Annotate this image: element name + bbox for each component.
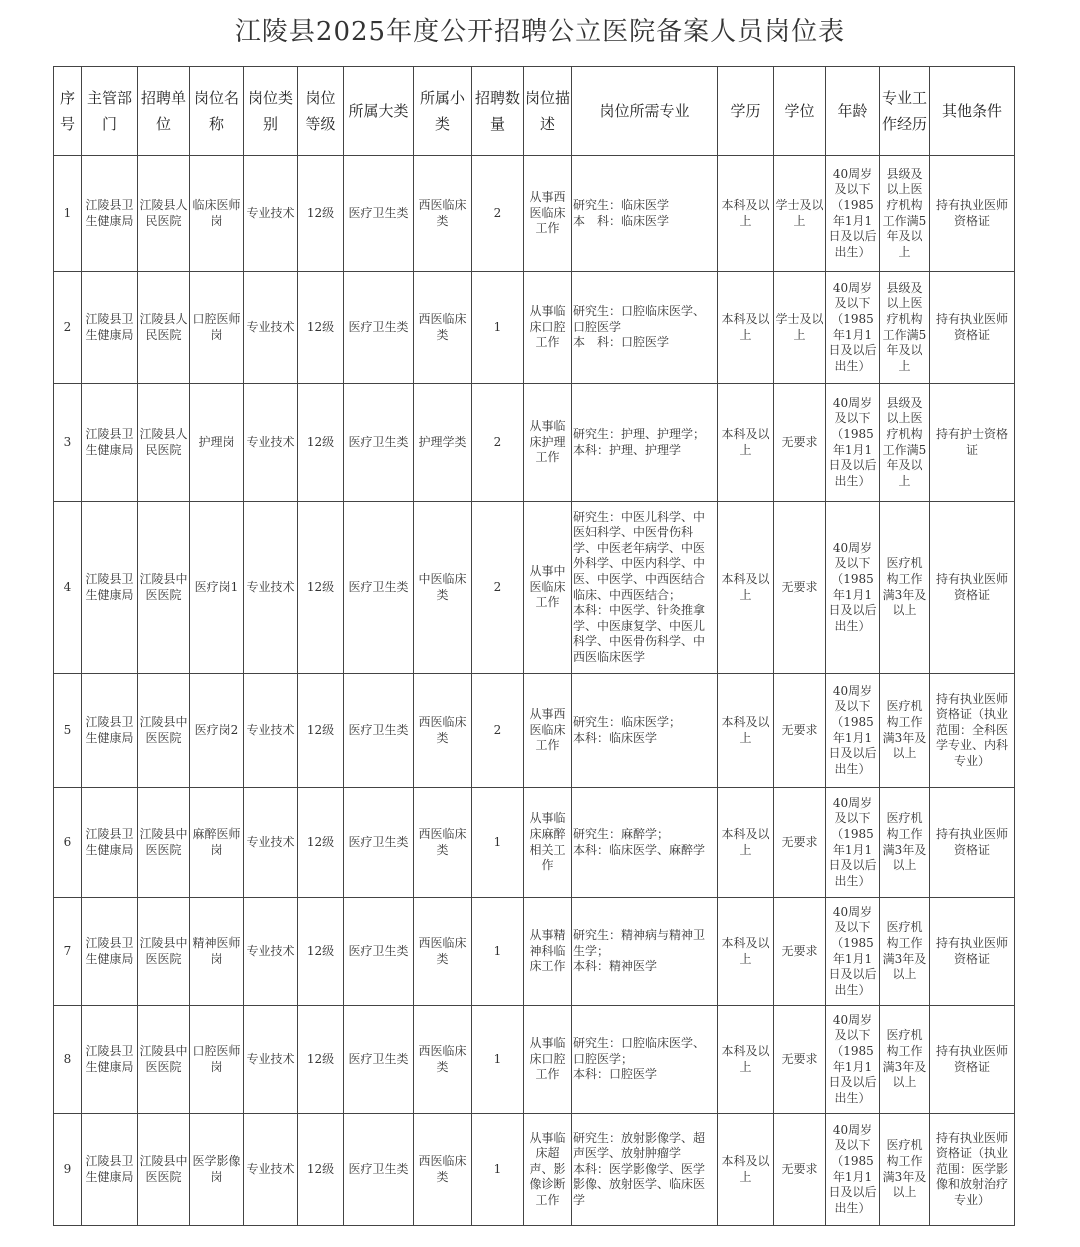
cell-age: 40周岁及以下（1985年1月1日及以后出生） [826,1114,880,1226]
cell-edu: 本科及以上 [718,1114,774,1226]
major-line: 本科：临床医学、麻醉学 [573,842,706,857]
cell-exp: 医疗机构工作满3年及以上 [880,674,930,788]
cell-minor-class: 西医临床类 [414,1006,472,1114]
cell-other: 持有执业医师资格证 [930,156,1015,272]
cell-level: 12级 [298,898,344,1006]
cell-category: 专业技术 [244,1114,298,1226]
cell-unit: 江陵县中医医院 [138,1114,190,1226]
header-no: 序号 [54,67,82,156]
header-desc: 岗位描述 [524,67,572,156]
cell-minor-class: 西医临床类 [414,674,472,788]
cell-edu: 本科及以上 [718,156,774,272]
cell-post: 口腔医师岗 [190,1006,244,1114]
cell-age: 40周岁及以下（1985年1月1日及以后出生） [826,502,880,674]
major-line: 研究生：口腔临床医学、口腔医学； [573,1036,706,1066]
cell-post: 精神医师岗 [190,898,244,1006]
cell-majors [572,1114,718,1226]
header-minor-class: 所属小类 [414,67,472,156]
cell-minor-class: 西医临床类 [414,788,472,898]
cell-degree: 无要求 [774,1114,826,1226]
cell-degree: 学士及以上 [774,156,826,272]
table-row [54,272,1015,384]
cell-level: 12级 [298,156,344,272]
cell-no: 7 [54,898,82,1006]
cell-no: 4 [54,502,82,674]
cell-post: 医疗岗1 [190,502,244,674]
cell-post: 麻醉医师岗 [190,788,244,898]
header-age: 年龄 [826,67,880,156]
major-line: 研究生：口腔临床医学、口腔医学 [573,304,706,334]
cell-post: 护理岗 [190,384,244,502]
cell-exp: 医疗机构工作满3年及以上 [880,898,930,1006]
cell-majors [572,898,718,1006]
cell-unit: 江陵县中医医院 [138,674,190,788]
cell-degree: 学士及以上 [774,272,826,384]
cell-dept: 江陵县卫生健康局 [82,898,138,1006]
cell-other: 持有执业医师资格证（执业范围：全科医学专业、内科专业） [930,674,1015,788]
cell-minor-class: 护理学类 [414,384,472,502]
major-line: 本科：临床医学 [573,730,658,745]
cell-unit: 江陵县人民医院 [138,156,190,272]
header-post: 岗位名称 [190,67,244,156]
cell-count: 1 [472,788,524,898]
table-row [54,156,1015,272]
cell-other: 持有执业医师资格证 [930,1006,1015,1114]
cell-majors [572,788,718,898]
table-row [54,502,1015,674]
cell-degree: 无要求 [774,384,826,502]
cell-count: 1 [472,272,524,384]
cell-dept: 江陵县卫生健康局 [82,674,138,788]
major-line: 本 科：口腔医学 [573,335,670,350]
cell-major-class: 医疗卫生类 [344,788,414,898]
cell-age: 40周岁及以下（1985年1月1日及以后出生） [826,1006,880,1114]
cell-level: 12级 [298,1006,344,1114]
cell-category: 专业技术 [244,272,298,384]
header-major-class: 所属大类 [344,67,414,156]
cell-dept: 江陵县卫生健康局 [82,384,138,502]
cell-unit: 江陵县中医医院 [138,788,190,898]
table-row [54,384,1015,502]
cell-edu: 本科及以上 [718,272,774,384]
cell-unit: 江陵县中医医院 [138,1006,190,1114]
cell-no: 3 [54,384,82,502]
cell-desc: 从事临床麻醉相关工作 [524,788,572,898]
cell-other: 持有执业医师资格证（执业范围：医学影像和放射治疗专业） [930,1114,1015,1226]
header-majors: 岗位所需专业 [572,67,718,156]
cell-minor-class: 西医临床类 [414,156,472,272]
cell-major-class: 医疗卫生类 [344,1114,414,1226]
cell-age: 40周岁及以下（1985年1月1日及以后出生） [826,674,880,788]
table-row [54,1114,1015,1226]
major-line: 本科：护理、护理学 [573,442,682,457]
header-count: 招聘数量 [472,67,524,156]
cell-degree: 无要求 [774,898,826,1006]
cell-level: 12级 [298,1114,344,1226]
table-row [54,898,1015,1006]
cell-level: 12级 [298,502,344,674]
major-line: 本 科：临床医学 [573,213,670,228]
major-line: 研究生：护理、护理学； [573,426,706,441]
cell-degree: 无要求 [774,1006,826,1114]
cell-dept: 江陵县卫生健康局 [82,272,138,384]
cell-other: 持有执业医师资格证 [930,898,1015,1006]
cell-major-class: 医疗卫生类 [344,1006,414,1114]
table-row [54,674,1015,788]
cell-desc: 从事临床超声、影像诊断工作 [524,1114,572,1226]
cell-no: 6 [54,788,82,898]
cell-desc: 从事西医临床工作 [524,156,572,272]
cell-age: 40周岁及以下（1985年1月1日及以后出生） [826,156,880,272]
major-line: 本科：中医学、针灸推拿学、中医康复学、中医儿科学、中医骨伤科学、中西医临床医学 [573,603,706,664]
cell-other: 持有执业医师资格证 [930,502,1015,674]
cell-majors [572,272,718,384]
cell-edu: 本科及以上 [718,788,774,898]
header-level: 岗位等级 [298,67,344,156]
cell-count: 2 [472,674,524,788]
cell-majors [572,502,718,674]
cell-minor-class: 西医临床类 [414,898,472,1006]
cell-other: 持有护士资格证 [930,384,1015,502]
cell-unit: 江陵县人民医院 [138,384,190,502]
cell-unit: 江陵县人民医院 [138,272,190,384]
header-other: 其他条件 [930,67,1015,156]
cell-major-class: 医疗卫生类 [344,674,414,788]
cell-category: 专业技术 [244,384,298,502]
cell-exp: 医疗机构工作满3年及以上 [880,1006,930,1114]
major-line: 研究生：临床医学； [573,714,682,729]
major-line: 本科：医学影像学、医学影像、放射医学、临床医学 [573,1161,706,1207]
header-dept: 主管部门 [82,67,138,156]
cell-age: 40周岁及以下（1985年1月1日及以后出生） [826,788,880,898]
header-category: 岗位类别 [244,67,298,156]
major-line: 研究生：放射影像学、超声医学、放射肿瘤学 [573,1130,706,1161]
cell-desc: 从事临床口腔工作 [524,1006,572,1114]
cell-dept: 江陵县卫生健康局 [82,502,138,674]
cell-no: 8 [54,1006,82,1114]
cell-dept: 江陵县卫生健康局 [82,1006,138,1114]
cell-major-class: 医疗卫生类 [344,384,414,502]
cell-post: 医疗岗2 [190,674,244,788]
cell-level: 12级 [298,272,344,384]
cell-unit: 江陵县中医医院 [138,502,190,674]
cell-major-class: 医疗卫生类 [344,898,414,1006]
cell-level: 12级 [298,674,344,788]
header-degree: 学位 [774,67,826,156]
cell-desc: 从事精神科临床工作 [524,898,572,1006]
cell-exp: 医疗机构工作满3年及以上 [880,502,930,674]
table-row [54,1006,1015,1114]
header-unit: 招聘单位 [138,67,190,156]
cell-no: 1 [54,156,82,272]
cell-exp: 医疗机构工作满3年及以上 [880,1114,930,1226]
cell-dept: 江陵县卫生健康局 [82,788,138,898]
cell-exp: 县级及以上医疗机构工作满5年及以上 [880,384,930,502]
cell-category: 专业技术 [244,156,298,272]
cell-majors [572,384,718,502]
cell-category: 专业技术 [244,502,298,674]
cell-edu: 本科及以上 [718,384,774,502]
cell-desc: 从事中医临床工作 [524,502,572,674]
cell-count: 2 [472,384,524,502]
cell-count: 2 [472,156,524,272]
cell-other: 持有执业医师资格证 [930,272,1015,384]
cell-desc: 从事临床口腔工作 [524,272,572,384]
cell-level: 12级 [298,788,344,898]
cell-count: 1 [472,898,524,1006]
cell-exp: 医疗机构工作满3年及以上 [880,788,930,898]
cell-exp: 县级及以上医疗机构工作满5年及以上 [880,156,930,272]
cell-age: 40周岁及以下（1985年1月1日及以后出生） [826,384,880,502]
positions-table [53,66,1015,1226]
major-line: 本科：口腔医学 [573,1067,658,1082]
cell-majors [572,156,718,272]
header-exp: 专业工作经历 [880,67,930,156]
cell-category: 专业技术 [244,788,298,898]
major-line: 研究生：中医儿科学、中医妇科学、中医骨伤科学、中医老年病学、中医外科学、中医内科学、中医、中医学、中西医结合临床、中西医结合； [573,509,706,602]
cell-other: 持有执业医师资格证 [930,788,1015,898]
cell-category: 专业技术 [244,1006,298,1114]
cell-age: 40周岁及以下（1985年1月1日及以后出生） [826,272,880,384]
cell-degree: 无要求 [774,502,826,674]
header-edu: 学历 [718,67,774,156]
cell-level: 12级 [298,384,344,502]
cell-count: 2 [472,502,524,674]
cell-major-class: 医疗卫生类 [344,156,414,272]
cell-degree: 无要求 [774,674,826,788]
cell-edu: 本科及以上 [718,1006,774,1114]
cell-dept: 江陵县卫生健康局 [82,1114,138,1226]
major-line: 研究生：麻醉学； [573,826,670,841]
cell-desc: 从事临床护理工作 [524,384,572,502]
cell-post: 临床医师岗 [190,156,244,272]
cell-degree: 无要求 [774,788,826,898]
cell-post: 医学影像岗 [190,1114,244,1226]
cell-count: 1 [472,1114,524,1226]
cell-major-class: 医疗卫生类 [344,502,414,674]
cell-age: 40周岁及以下（1985年1月1日及以后出生） [826,898,880,1006]
table-row [54,788,1015,898]
cell-no: 9 [54,1114,82,1226]
cell-minor-class: 中医临床类 [414,502,472,674]
cell-edu: 本科及以上 [718,502,774,674]
cell-exp: 县级及以上医疗机构工作满5年及以上 [880,272,930,384]
cell-no: 2 [54,272,82,384]
cell-category: 专业技术 [244,674,298,788]
cell-desc: 从事西医临床工作 [524,674,572,788]
cell-majors [572,1006,718,1114]
major-line: 研究生：临床医学 [573,197,670,212]
cell-category: 专业技术 [244,898,298,1006]
cell-count: 1 [472,1006,524,1114]
cell-dept: 江陵县卫生健康局 [82,156,138,272]
cell-majors [572,674,718,788]
cell-unit: 江陵县中医医院 [138,898,190,1006]
cell-no: 5 [54,674,82,788]
cell-minor-class: 西医临床类 [414,1114,472,1226]
page-title: 江陵县2025年度公开招聘公立医院备案人员岗位表 [234,17,846,47]
cell-major-class: 医疗卫生类 [344,272,414,384]
cell-minor-class: 西医临床类 [414,272,472,384]
major-line: 研究生：精神病与精神卫生学； [573,928,706,958]
cell-edu: 本科及以上 [718,674,774,788]
cell-edu: 本科及以上 [718,898,774,1006]
cell-post: 口腔医师岗 [190,272,244,384]
major-line: 本科：精神医学 [573,959,658,974]
header-row [54,67,1015,156]
